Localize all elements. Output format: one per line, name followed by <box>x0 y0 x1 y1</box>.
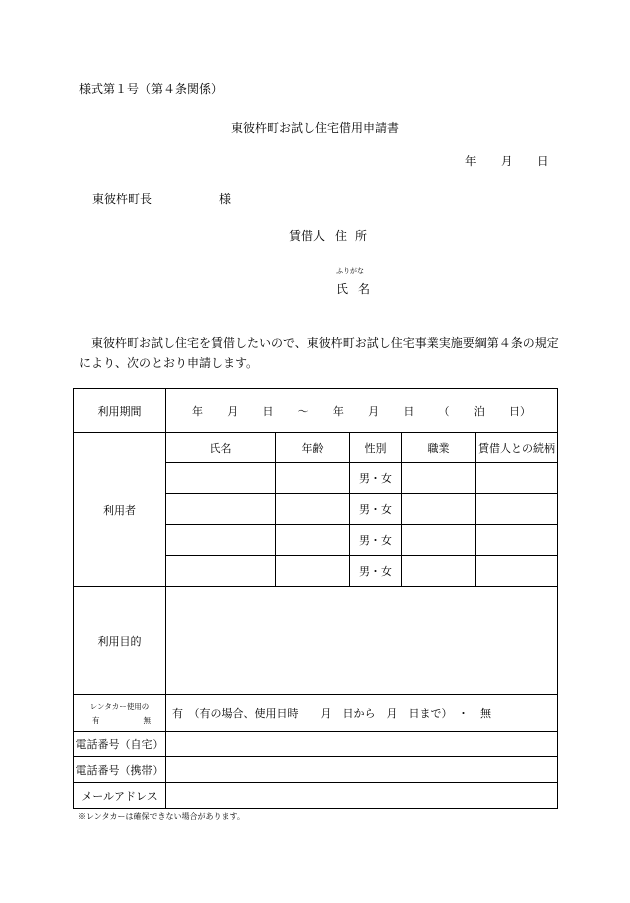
user-occupation-cell[interactable] <box>402 494 476 525</box>
phone-home-row <box>74 732 558 757</box>
period-day1: 日 <box>262 404 274 418</box>
user-age-cell[interactable] <box>276 525 350 556</box>
phone-mobile-value[interactable] <box>166 757 558 783</box>
user-relationship-cell[interactable] <box>476 463 558 494</box>
email-value[interactable] <box>166 783 558 809</box>
period-day3: 日） <box>508 404 531 418</box>
user-relationship-cell[interactable] <box>476 525 558 556</box>
header-relationship: 賃借人との続柄 <box>476 433 558 463</box>
header-occupation: 職業 <box>402 433 476 463</box>
purpose-label: 利用目的 <box>74 587 166 695</box>
period-month1: 月 <box>227 404 239 418</box>
date-month: 月 <box>501 154 513 168</box>
rental-car-label-line2 <box>74 712 165 726</box>
user-sex-cell[interactable]: 男・女 <box>350 463 402 494</box>
period-row <box>74 389 558 433</box>
rental-car-label-yes: 有 <box>92 715 100 725</box>
period-tilde: ～ <box>297 404 309 418</box>
header-name: 氏名 <box>166 433 276 463</box>
period-nights: 泊 <box>473 404 485 418</box>
user-relationship-cell[interactable] <box>476 556 558 587</box>
users-label: 利用者 <box>74 433 166 587</box>
period-day2: 日 <box>403 404 415 418</box>
date-year: 年 <box>465 154 477 168</box>
users-header-row <box>74 433 558 463</box>
purpose-row <box>74 587 558 695</box>
user-name-cell[interactable] <box>166 494 276 525</box>
rental-car-value[interactable]: 有 （有の場合、使用日時 月 日から 月 日まで） ・ 無 <box>166 695 558 732</box>
rental-car-label-no: 無 <box>143 715 151 725</box>
phone-home-value[interactable] <box>166 732 558 757</box>
address-label: 住所 <box>335 229 376 243</box>
user-name-cell[interactable] <box>166 556 276 587</box>
borrower-label: 賃借人 <box>289 229 326 243</box>
period-year2: 年 <box>332 404 344 418</box>
rental-car-label <box>74 695 166 732</box>
email-row <box>74 783 558 809</box>
furigana-label: ふりがな <box>336 267 364 275</box>
user-occupation-cell[interactable] <box>402 556 476 587</box>
period-label: 利用期間 <box>74 389 166 433</box>
user-age-cell[interactable] <box>276 463 350 494</box>
user-occupation-cell[interactable] <box>402 463 476 494</box>
user-relationship-cell[interactable] <box>476 494 558 525</box>
user-name-cell[interactable] <box>166 463 276 494</box>
header-sex: 性別 <box>350 433 402 463</box>
period-month2: 月 <box>368 404 380 418</box>
document-title: 東彼杵町お試し住宅借用申請書 <box>230 121 399 135</box>
purpose-value[interactable] <box>166 587 558 695</box>
header-age: 年齢 <box>276 433 350 463</box>
email-label: メールアドレス <box>74 783 166 809</box>
period-paren-open: （ <box>438 404 450 418</box>
addressee: 東彼杵町長 <box>92 192 153 206</box>
period-value[interactable] <box>166 389 558 433</box>
period-year1: 年 <box>192 404 203 418</box>
user-age-cell[interactable] <box>276 494 350 525</box>
user-age-cell[interactable] <box>276 556 350 587</box>
body-text: 東彼杵町お試し住宅を賃借したいので、東彼杵町お試し住宅事業実施要綱第４条の規定により、次のとおり申請します。 <box>79 336 559 370</box>
phone-mobile-label: 電話番号（携帯） <box>74 757 166 783</box>
user-name-cell[interactable] <box>166 525 276 556</box>
footnote: ※レンタカーは確保できない場合があります。 <box>78 812 245 821</box>
user-sex-cell[interactable]: 男・女 <box>350 525 402 556</box>
form-number: 様式第１号（第４条関係） <box>79 82 224 96</box>
date-day: 日 <box>537 154 549 168</box>
user-sex-cell[interactable]: 男・女 <box>350 494 402 525</box>
user-occupation-cell[interactable] <box>402 525 476 556</box>
user-sex-cell[interactable]: 男・女 <box>350 556 402 587</box>
name-label: 氏名 <box>336 282 381 296</box>
phone-mobile-row <box>74 757 558 783</box>
rental-car-label-line1: レンタカー使用の <box>89 701 150 711</box>
application-table <box>73 388 558 809</box>
phone-home-label: 電話番号（自宅） <box>74 732 166 757</box>
honorific: 様 <box>219 192 232 206</box>
rental-car-row <box>74 695 558 732</box>
